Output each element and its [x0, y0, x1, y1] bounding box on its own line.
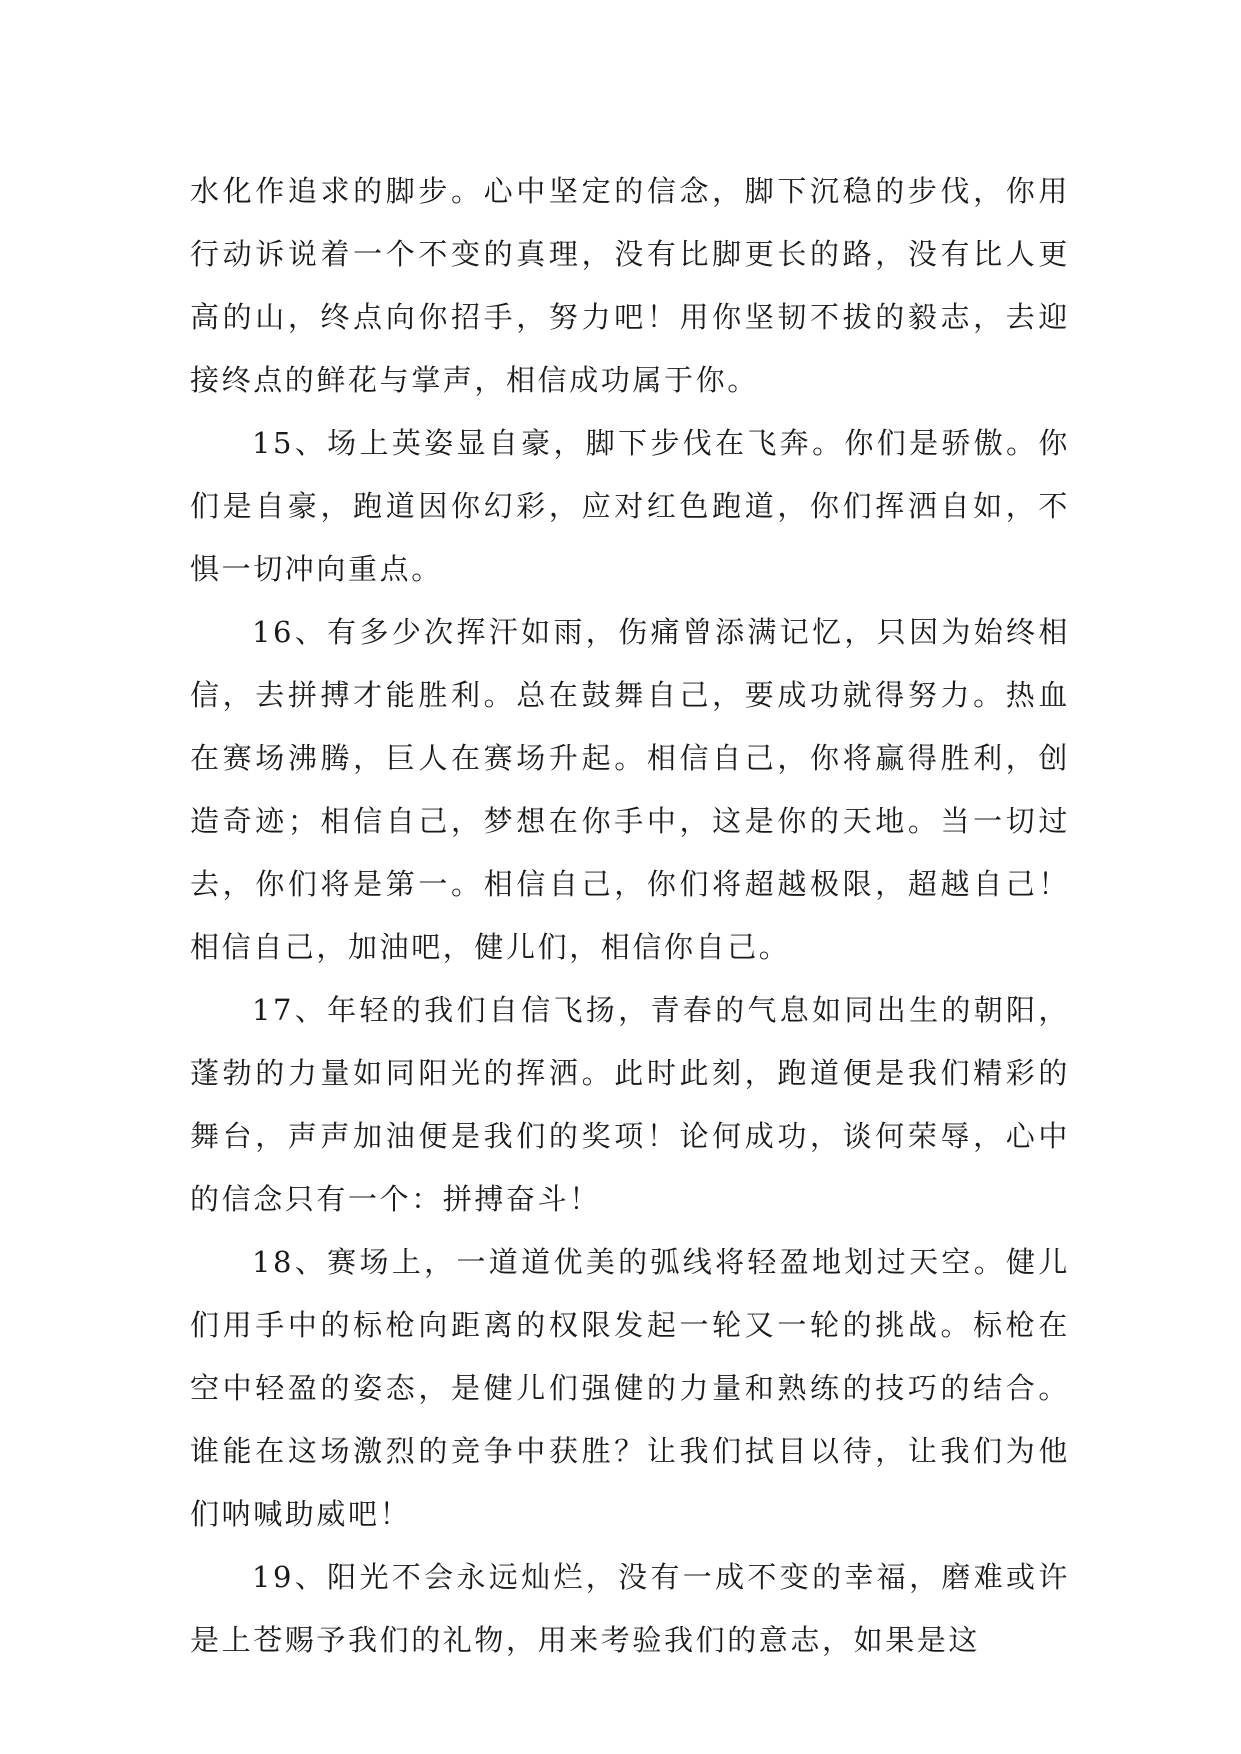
- paragraph-15: 15、场上英姿显自豪，脚下步伐在飞奔。你们是骄傲。你们是自豪，跑道因你幻彩，应对红色跑道，你们挥洒自如，不惧一切冲向重点。: [190, 426, 1070, 586]
- paragraph-16: 16、有多少次挥汗如雨，伤痛曾添满记忆，只因为始终相信，去拼搏才能胜利。总在鼓舞自己，要成功就得努力。热血在赛场沸腾，巨人在赛场升起。相信自己，你将赢得胜利，创造奇迹；相信自己，梦想在你手中，这是你的天地。当一切过去，你们将是第一。相信自己，你们将超越极限，超越自己！相信自己，加油吧，健儿们，相信你自己。: [190, 615, 1070, 964]
- paragraph-18: 18、赛场上，一道道优美的弧线将轻盈地划过天空。健儿们用手中的标枪向距离的权限发起一轮又一轮的挑战。标枪在空中轻盈的姿态，是健儿们强健的力量和熟练的技巧的结合。谁能在这场激烈的竞争中获胜？让我们拭目以待，让我们为他们呐喊助威吧！: [190, 1245, 1070, 1531]
- document-body: [190, 160, 1070, 1672]
- paragraph-19: 19、阳光不会永远灿烂，没有一成不变的幸福，磨难或许是上苍赐予我们的礼物，用来考验我们的意志，如果是这: [190, 1560, 1070, 1657]
- paragraph-continuation: 水化作追求的脚步。心中坚定的信念，脚下沉稳的步伐，你用行动诉说着一个不变的真理，没有比脚更长的路，没有比人更高的山，终点向你招手，努力吧！用你坚韧不拔的毅志，去迎接终点的鲜花与掌声，相信成功属于你。: [190, 174, 1070, 397]
- paragraph-17: 17、年轻的我们自信飞扬，青春的气息如同出生的朝阳，蓬勃的力量如同阳光的挥洒。此时此刻，跑道便是我们精彩的舞台，声声加油便是我们的奖项！论何成功，谈何荣辱，心中的信念只有一个：拼搏奋斗！: [190, 993, 1070, 1216]
